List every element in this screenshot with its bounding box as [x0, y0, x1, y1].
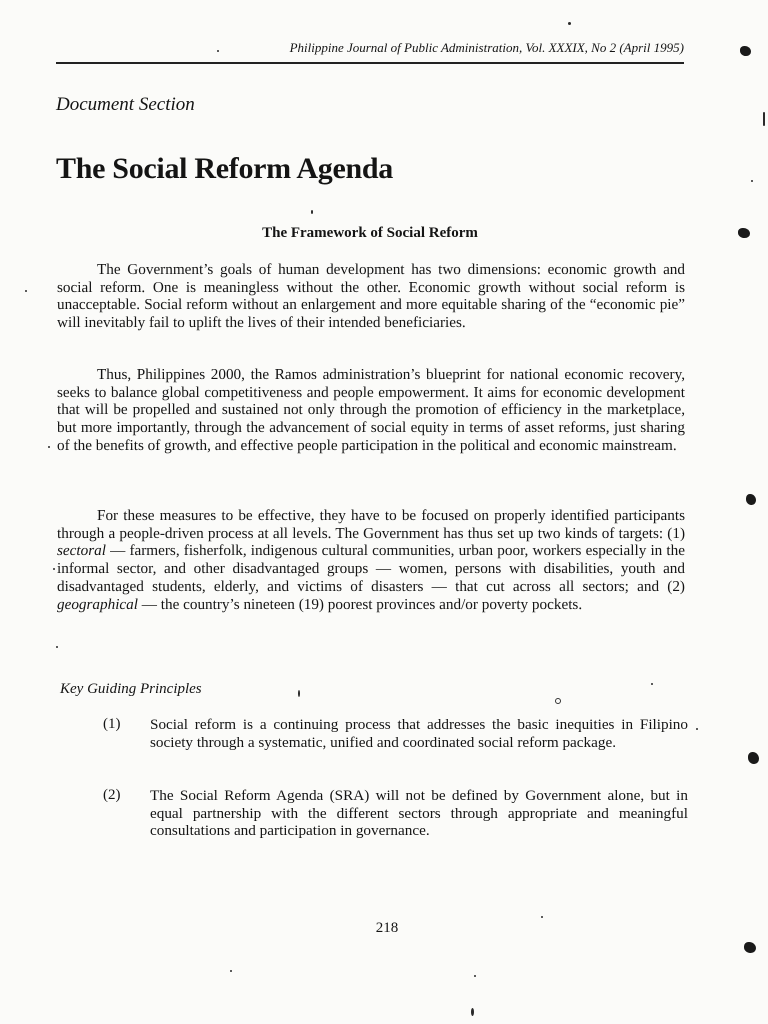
scan-speck — [311, 210, 313, 214]
scan-blot — [738, 228, 750, 238]
paragraph-goals: The Government’s goals of human development has two dimensions: economic growth and social reform. One is meaningless without the other. Economic growth without social reform is unacceptable. Social reform without an enlargement and more equitable sharing of the “economic pie” will inevitably fail to uplift the lives of their intended beneficiaries. — [57, 261, 685, 332]
scan-speck — [217, 50, 219, 52]
scan-speck — [25, 290, 27, 292]
page-number: 218 — [375, 920, 399, 936]
subheading: The Framework of Social Reform — [262, 225, 478, 241]
scan-speck — [751, 180, 753, 182]
paragraph-targets-part1: For these measures to be effective, they have to be focused on properly identified participants through a people-driven process at all levels. The Government has thus set up two kinds of targets: (1) — [57, 507, 685, 542]
principle-number: (1) — [103, 716, 121, 732]
scan-blot — [744, 942, 756, 953]
principle-text: Social reform is a continuing process that addresses the basic inequities in Filipino society through a systematic, unified and coordinated social reform package. — [150, 716, 688, 751]
header-rule — [56, 62, 684, 64]
scan-speck — [568, 22, 571, 25]
scan-blot — [740, 46, 751, 56]
paragraph-philippines-2000: Thus, Philippines 2000, the Ramos administration’s blueprint for national economic recovery, seeks to balance global competitiveness and people empowerment. It aims for economic development that will be propelled and sustained not only through the promotion of efficiency in the marketplace, but more importantly, through the advancement of social equity in terms of asset reforms, just sharing of the benefits of growth, and effective people participation in the political and economic mainstream. — [57, 366, 685, 454]
paragraph-targets — [57, 507, 685, 613]
scan-speck — [474, 975, 476, 977]
paragraph-targets-part3: — the country’s nineteen (19) poorest provinces and/or poverty pockets. — [138, 595, 583, 613]
scan-speck — [763, 112, 765, 126]
principle-text: The Social Reform Agenda (SRA) will not be defined by Government alone, but in equal partnership with the different sectors through appropriate and meaningful consultations and participation in governance. — [150, 787, 688, 840]
scan-speck — [651, 683, 653, 685]
scan-speck — [230, 970, 232, 972]
principle-number: (2) — [103, 787, 121, 803]
scan-speck — [48, 446, 50, 448]
scan-blot — [748, 752, 759, 764]
article-title: The Social Reform Agenda — [56, 152, 393, 185]
scan-speck — [541, 916, 543, 918]
scan-speck — [298, 690, 300, 697]
term-geographical: geographical — [57, 595, 138, 613]
scan-speck — [471, 1008, 474, 1016]
scan-speck — [555, 698, 561, 704]
scan-speck — [56, 646, 58, 648]
section-label: Document Section — [56, 94, 195, 115]
scan-speck — [696, 728, 698, 730]
scan-speck — [53, 568, 55, 570]
scan-blot — [746, 494, 756, 505]
paragraph-targets-part2: — farmers, fisherfolk, indigenous cultural communities, urban poor, workers especially in the informal sector, and other disadvantaged groups — women, persons with disabilities, youth and disadvantaged students, elderly, and victims of disasters — that cut across all sectors; and (2) — [57, 542, 685, 595]
principles-heading: Key Guiding Principles — [60, 681, 202, 697]
running-head: Philippine Journal of Public Administration, Vol. XXXIX, No 2 (April 1995) — [289, 40, 684, 55]
term-sectoral: sectoral — [57, 542, 106, 560]
